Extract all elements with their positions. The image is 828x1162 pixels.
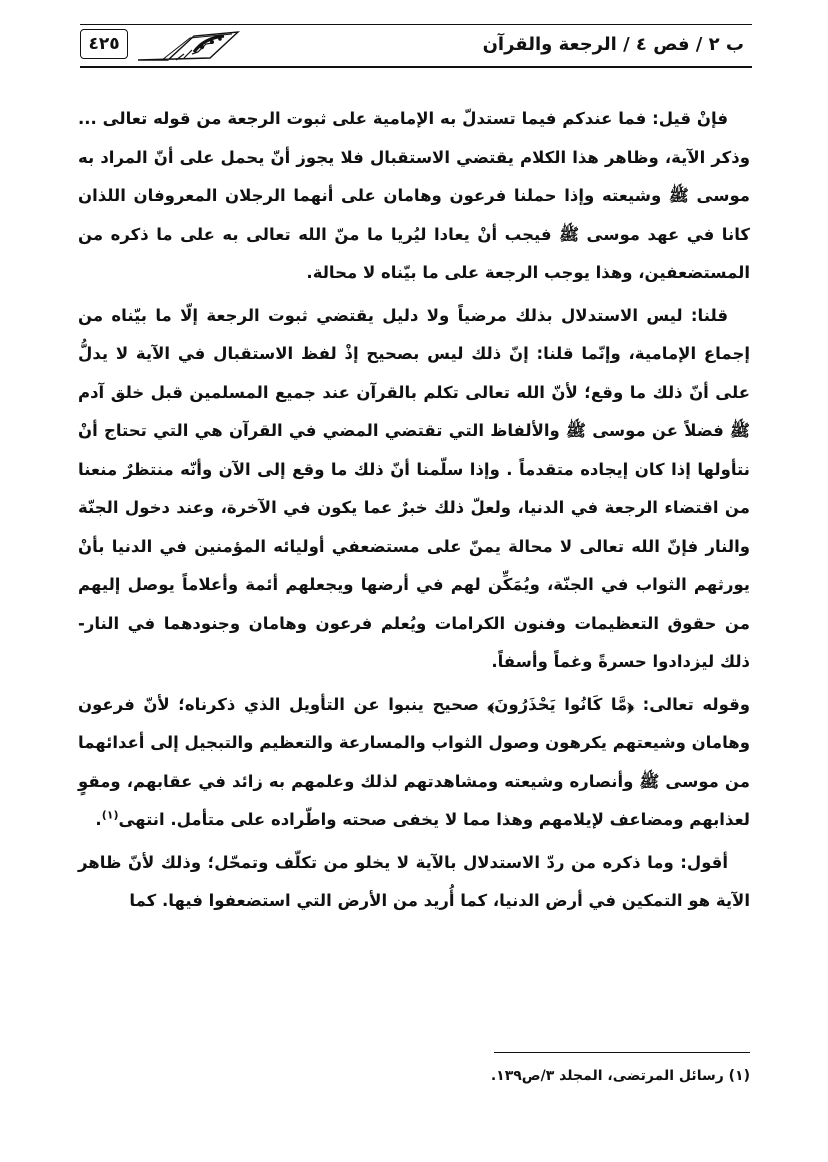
quill-ornament-icon [132, 28, 244, 64]
footnote-separator [494, 1052, 750, 1053]
paragraph-verse-commentary [78, 686, 750, 840]
running-header [80, 24, 752, 68]
footnote-reference[interactable]: (١) [101, 808, 119, 822]
paragraph-end-mark: . [95, 810, 102, 829]
page-number: ٤٢٥ [80, 29, 128, 59]
paragraph-answer: قلنا: ليس الاستدلال بذلك مرضياً ولا دليل يقتضي ثبوت الرجعة إلّا ما بيّناه من إجماع الإمامية، وإنّما قلنا: إنّ ذلك ليس بصحيح إذْ لفظ الاستقبال في الآية لا يدلُّ على أنّ ذلك ما وقع؛ لأنّ الله تعالى تكلم بالقرآن عند جميع المسلمين قبل خلق آدم ﷺ فضلاً عن موسى ﷺ والألفاظ التي تقتضي المضي في القرآن هي التي تحتاج أنْ نتأولها إذا كان إيجاده متقدماً . وإذا سلّمنا أنّ ذلك ما وقع إلى الآن وأنّه منتظرٌ منعنا من اقتضاء الرجعة في الدنيا، ولعلّ ذلك خبرٌ عما يكون في الآخرة، وعند دخول الجنّة والنار فإنّ الله تعالى لا محالة يمنّ على مستضعفي أوليائه المؤمنين في الدنيا بأنْ يورثهم الثواب في الجنّة، ويُمَكِّن لهم في أرضها ويجعلهم أئمة وأعلاماً يوصل إليهم من حقوق التعظيمات وفنون الكرامات ويُعلم فرعون وهامان وجنودهما في النار- ذلك ليزدادوا حسرةً وغماً وأسفاً. [78, 305, 750, 671]
footnote-1: (١) رسائل المرتضى، المجلد ٣/ص١٣٩. [490, 1068, 750, 1084]
chapter-title: ب ٢ / فص ٤ / الرجعة والقرآن [482, 34, 744, 55]
paragraph-question: فإنْ قيل: فما عندكم فيما تستدلّ به الإمامية على ثبوت الرجعة من قوله تعالى ... وذكر الآية، وظاهر هذا الكلام يقتضي الاستقبال فلا يجوز أنّ يحمل على أنّ المراد به موسى ﷺ وشيعته وإذا حملنا فرعون وهامان على أنهما الرجلان المعروفان اللذان كانا في عهد موسى ﷺ فيجب أنْ يعادا ليُريا ما منّ الله تعالى به على ما ذكره من المستضعفين، وهذا يوجب الرجعة على ما بيّناه لا محالة. [78, 109, 750, 282]
main-text [78, 100, 750, 925]
header-rule-top [80, 24, 752, 25]
paragraph-verse-text: وقوله تعالى: ﴿مَّا كَانُوا يَحْذَرُونَ﴾ صحيح ينبوا عن التأويل الذي ذكرناه؛ لأنّ فرعون وهامان وشيعتهم يكرهون وصول الثواب والمسارعة والتعظيم والتبجيل إلى أعدائهما من موسى ﷺ وأنصاره وشيعته ومشاهدتهم لذلك وعلمهم به زائد في عقابهم، ومقوٍ لعذابهم ومضاعف لإيلامهم وهذا مما لا يخفى صحته واطّراده على متأمل. انتهى [78, 694, 750, 829]
paragraph-comment: أقول: وما ذكره من ردّ الاستدلال بالآية لا يخلو من تكلّف وتمحّل؛ وذلك لأنّ ظاهر الآية هو التمكين في أرض الدنيا، كما أُريد من الأرض التي استضعفوا فيها. كما [78, 852, 750, 910]
header-rule-bottom [80, 66, 752, 68]
